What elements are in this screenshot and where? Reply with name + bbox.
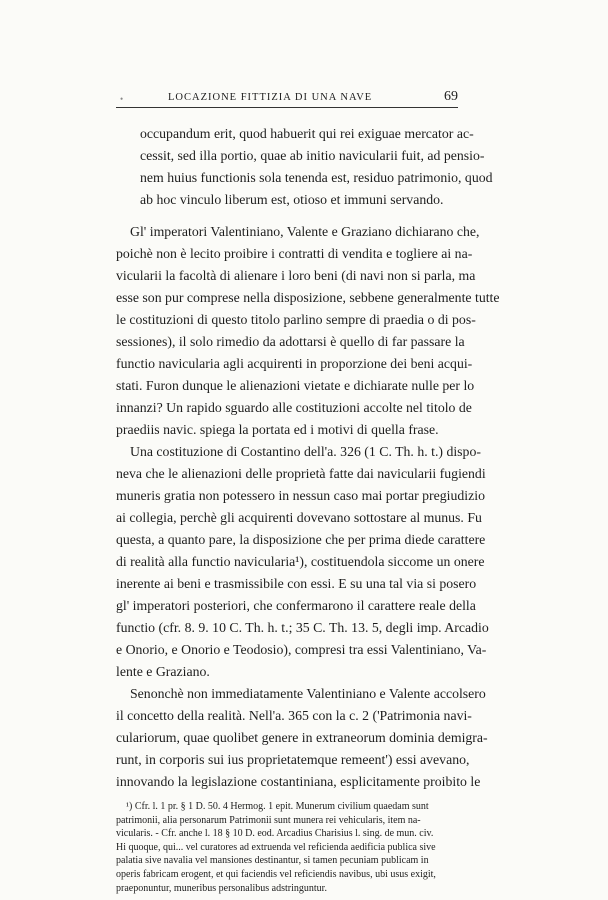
body-line: inerente ai beni e trasmissibile con essi. E su una tal via si posero: [116, 576, 477, 591]
footnote-line: patrimonii, alia personarum Patrimonii sunt munera rei vehicularis, item na-: [116, 814, 421, 826]
body-line: cessit, sed illa portio, quae ab initio navicularii fuit, ad pensio-: [140, 148, 485, 163]
body-line: neva che le alienazioni delle proprietà fatte dai navicularii fugiendi: [116, 466, 486, 481]
running-header: [116, 89, 458, 110]
body-line: occupandum erit, quod habuerit qui rei exiguae mercator ac-: [140, 126, 474, 141]
body-line: esse son pur comprese nella disposizione, sebbene generalmente tutte: [116, 290, 500, 305]
body-line: e Onorio, e Onorio e Teodosio), compresi tra essi Valentiniano, Va-: [116, 642, 487, 657]
footnote-line: ¹) Cfr. l. 1 pr. § 1 D. 50. 4 Hermog. 1 epit. Munerum civilium quaedam sunt: [126, 801, 429, 812]
header-rule: [116, 107, 458, 108]
body-line: di realità alla functio navicularia¹), costituendola siccome un onere: [116, 554, 485, 569]
body-line: sessiones), il solo rimedio da adottarsi è quello di far passare la: [116, 334, 465, 349]
body-line: functio navicularia agli acquirenti in proporzione dei beni acqui-: [116, 356, 473, 371]
body-line: vicularii la facoltà di alienare i loro beni (di navi non si parla, ma: [116, 268, 476, 283]
footnote-line: vicularis. - Cfr. anche l. 18 § 10 D. eod. Arcadius Charisius l. sing. de mun. civ.: [116, 828, 434, 840]
body-line: Senonchè non immediatamente Valentiniano e Valente accolsero: [130, 686, 486, 701]
ornament-dot: •: [120, 94, 124, 104]
body-line: ab hoc vinculo liberum est, otioso et immuni servando.: [140, 192, 444, 207]
body-line: innanzi? Un rapido sguardo alle costituzioni accolte nel titolo de: [116, 400, 472, 415]
running-title: LOCAZIONE FITTIZIA DI UNA NAVE: [168, 92, 373, 103]
body-line: Una costituzione di Costantino dell'a. 326 (1 C. Th. h. t.) dispo-: [130, 444, 481, 459]
footnote-line: Hi quoque, qui... vel curatores ad extruenda vel reficienda aedificia publica sive: [116, 841, 436, 853]
footnote-line: praeponuntur, muneribus personalibus adstringuntur.: [116, 882, 327, 894]
body-line: lente e Graziano.: [116, 664, 210, 679]
footnote-line: operis fabricam erogent, et qui faciendis vel reficiendis navibus, ubi usus exigit,: [116, 869, 436, 880]
body-line: poichè non è lecito proibire i contratti di vendita e togliere ai na-: [116, 246, 473, 261]
body-line: Gl' imperatori Valentiniano, Valente e Graziano dichiarano che,: [130, 224, 480, 239]
body-line: muneris gratia non potessero in nessun caso mai portar pregiudizio: [116, 488, 485, 503]
body-line: le costituzioni di questo titolo parlino sempre di praedia o di pos-: [116, 312, 476, 327]
body-line: runt, in corporis sui ius proprietatemque remeent') essi avevano,: [116, 752, 470, 767]
body-line: questa, a quanto pare, la disposizione che per prima diede carattere: [116, 532, 486, 547]
body-line: gl' imperatori posteriori, che confermarono il carattere reale della: [116, 598, 476, 613]
page-number: 69: [444, 89, 458, 104]
body-line: nem huius functionis sola tenenda est, residuo patrimonio, quod: [140, 170, 493, 185]
body-line: praediis navic. spiega la portata ed i motivi di quella frase.: [116, 422, 439, 437]
body-line: innovando la legislazione costantiniana, esplicitamente proibito le: [116, 774, 481, 789]
footnote-line: palatia sive navalia vel mansiones destinantur, si tamen pecuniam publicam in: [116, 855, 429, 867]
body-line: functio (cfr. 8. 9. 10 C. Th. h. t.; 35 C. Th. 13. 5, degli imp. Arcadio: [116, 620, 489, 635]
body-line: ai collegia, perchè gli acquirenti dovevano sottostare al munus. Fu: [116, 510, 482, 525]
body-line: il concetto della realità. Nell'a. 365 con la c. 2 ('Patrimonia navi-: [116, 708, 472, 723]
body-line: culariorum, quae quolibet genere in extraneorum dominia demigra-: [116, 730, 488, 745]
body-line: stati. Furon dunque le alienazioni vietate e dichiarate nulle per lo: [116, 378, 475, 393]
